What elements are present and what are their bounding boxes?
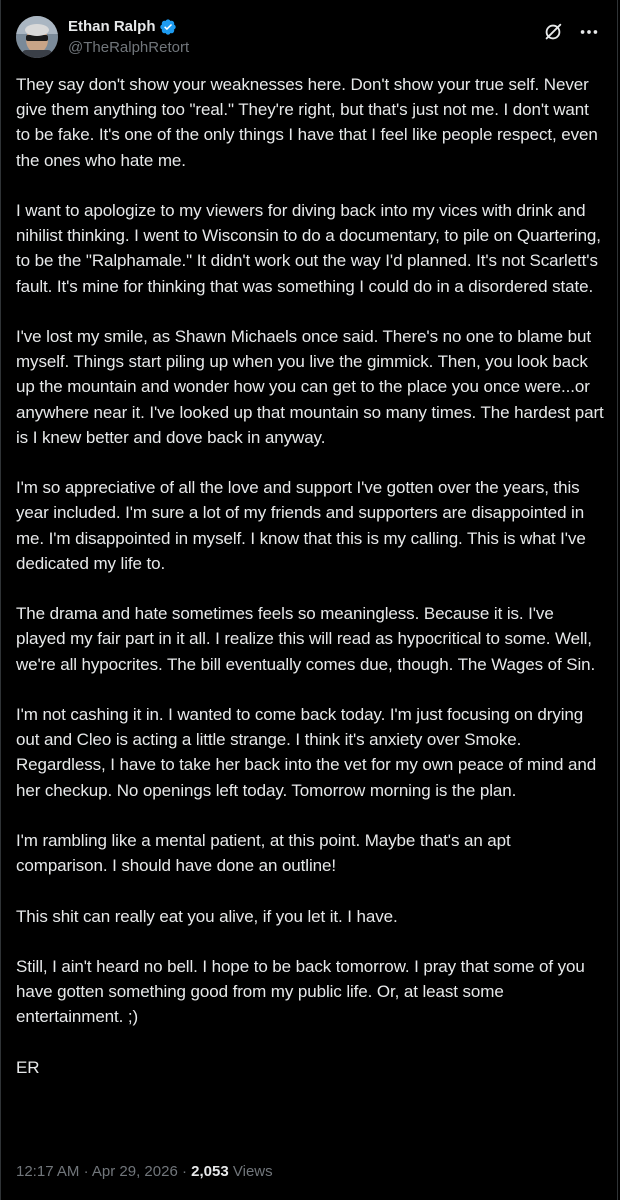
tweet-paragraph: I'm so appreciative of all the love and support I've gotten over the years, this year included. I'm sure a lot of my friends and supporters are disappointed in me. I'm disappointed in myself. I know that this is my calling. This is what I've dedicated my life to. (16, 478, 586, 573)
tweet-paragraph: I've lost my smile, as Shawn Michaels once said. There's no one to blame but myself. Things start piling up when you live the gimmick. Then, you look back up the mountain and wonder how you can get to the place you once were...or anywhere near it. I've looked up that mountain so many times. The hardest part is I knew better and dove back in anyway. (16, 327, 604, 447)
meta-separator: · (83, 1163, 89, 1180)
tweet-paragraph: I'm rambling like a mental patient, at this point. Maybe that's an apt comparison. I should have done an outline! (16, 831, 511, 876)
grok-icon[interactable] (539, 18, 567, 46)
more-icon[interactable] (575, 18, 603, 46)
tweet-date[interactable]: Apr 29, 2026 (91, 1163, 178, 1180)
tweet-paragraph: I want to apologize to my viewers for diving back into my vices with drink and nihilist thinking. I went to Wisconsin to do a documentary, to pile on Quartering, to be the "Ralphamale." It didn't work out the way I'd planned. It's not Scarlett's fault. It's mine for thinking that was something I could do in a disordered state. (16, 201, 601, 296)
header-actions (531, 18, 603, 46)
tweet-text (16, 72, 606, 1105)
tweet-paragraph: This shit can really eat you alive, if you let it. I have. (16, 906, 398, 926)
tweet-paragraph: They say don't show your weaknesses here. Don't show your true self. Never give them anything too "real." They're right, but that's just not me. I don't want to be fake. It's one of the only things I have that I feel like people respect, even the ones who hate me. (16, 75, 598, 170)
avatar[interactable] (16, 16, 58, 58)
author-names (68, 17, 189, 58)
tweet-paragraph: The drama and hate sometimes feels so meaningless. Because it is. I've played my fair part in it all. I realize this will read as hypocritical to some. Well, we're all hypocrites. The bill eventually comes due, though. The Wages of Sin. (16, 604, 596, 674)
tweet-time[interactable]: 12:17 AM (16, 1163, 80, 1180)
tweet-header (16, 14, 603, 62)
views-count: 2,053 (191, 1163, 229, 1180)
display-name[interactable]: Ethan Ralph (68, 18, 156, 35)
tweet-meta (16, 1162, 273, 1182)
display-name-row (68, 17, 189, 37)
tweet-paragraph: Still, I ain't heard no bell. I hope to be back tomorrow. I pray that some of you have gotten something good from my public life. Or, at least some entertainment. ;) (16, 956, 585, 1027)
views-label: Views (232, 1163, 273, 1180)
handle[interactable]: @TheRalphRetort (68, 39, 190, 56)
verified-badge-icon[interactable] (159, 18, 177, 36)
tweet-paragraph: I'm not cashing it in. I wanted to come back today. I'm just focusing on drying out and Cleo is acting a little strange. I think it's anxiety over Smoke. Regardless, I have to take her back into the vet for my own peace of mind and her checkup. No openings left today. Tomorrow morning is the plan. (16, 705, 597, 800)
meta-separator: · (181, 1163, 187, 1180)
tweet-signoff: ER (16, 1057, 40, 1077)
